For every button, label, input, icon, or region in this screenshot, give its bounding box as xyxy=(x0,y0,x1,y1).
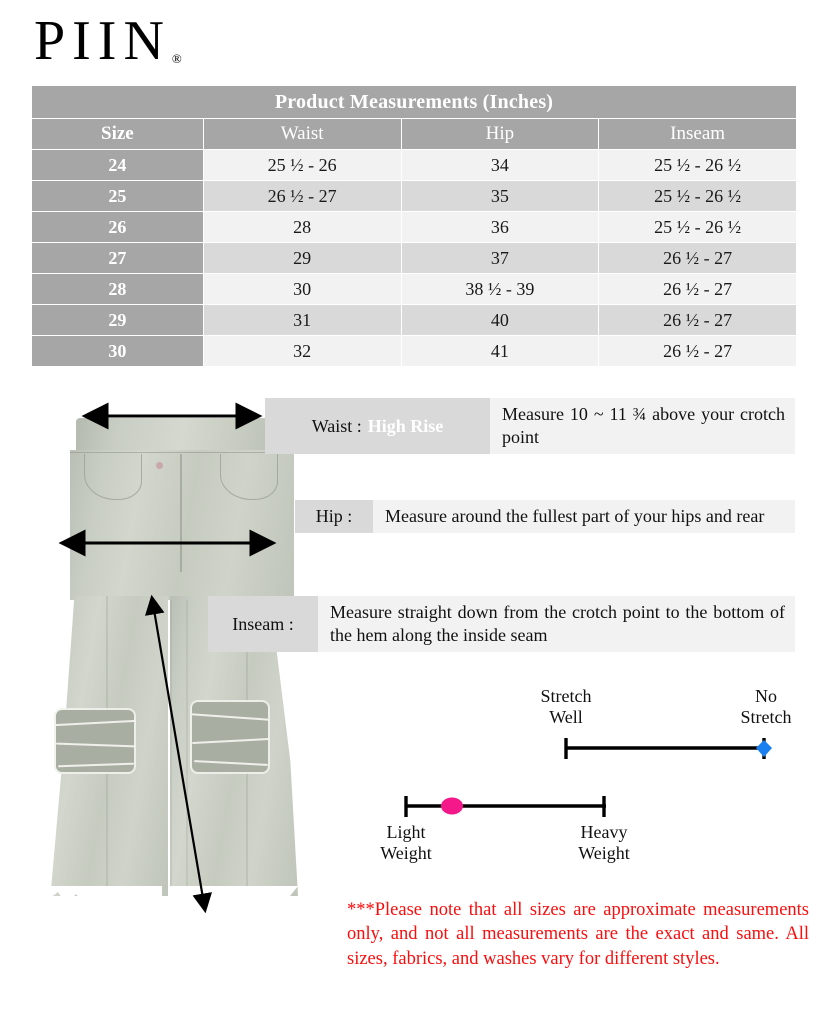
callout-hip-label: Hip : xyxy=(295,500,373,533)
table-row xyxy=(32,305,796,335)
cell-size: 30 xyxy=(32,336,203,366)
cell-inseam: 26 ½ - 27 xyxy=(599,243,796,273)
column-header-hip: Hip xyxy=(402,119,599,149)
cell-inseam: 25 ½ - 26 ½ xyxy=(599,212,796,242)
callout-hip xyxy=(295,500,795,533)
cell-hip: 38 ½ - 39 xyxy=(402,274,599,304)
cell-hip: 41 xyxy=(402,336,599,366)
registered-trademark-icon: ® xyxy=(171,51,182,66)
table-row xyxy=(32,212,796,242)
cell-inseam: 25 ½ - 26 ½ xyxy=(599,150,796,180)
scale-weight-right-label: Heavy Weight xyxy=(578,822,630,863)
scale-stretch-right-label: No Stretch xyxy=(740,686,792,727)
callout-hip-text: Measure around the fullest part of your hips and rear xyxy=(373,500,795,533)
brand-wordmark: PIIN xyxy=(34,10,171,72)
column-header-waist: Waist xyxy=(204,119,401,149)
jeans-waistband-stitch xyxy=(70,452,294,453)
cell-hip: 37 xyxy=(402,243,599,273)
callout-inseam-text: Measure straight down from the crotch point to the bottom of the hem along the inside seam xyxy=(318,596,795,652)
callout-waist-label-text: Waist : xyxy=(311,415,362,436)
cell-inseam: 25 ½ - 26 ½ xyxy=(599,181,796,211)
scale-weight-left-label: Light Weight xyxy=(380,822,432,863)
cell-inseam: 26 ½ - 27 xyxy=(599,336,796,366)
callout-inseam xyxy=(208,596,795,652)
cell-waist: 32 xyxy=(204,336,401,366)
cell-waist: 30 xyxy=(204,274,401,304)
cell-waist: 28 xyxy=(204,212,401,242)
cell-size: 27 xyxy=(32,243,203,273)
cell-size: 26 xyxy=(32,212,203,242)
cell-waist: 25 ½ - 26 xyxy=(204,150,401,180)
jeans-waistband xyxy=(76,418,288,452)
jeans-product-photo xyxy=(10,400,310,960)
jeans-right-inseam-line xyxy=(186,600,188,892)
jeans-fly-seam xyxy=(180,454,182,572)
column-header-size: Size xyxy=(32,119,203,149)
cell-waist: 31 xyxy=(204,305,401,335)
cell-size: 24 xyxy=(32,150,203,180)
cell-hip: 34 xyxy=(402,150,599,180)
measurements-table xyxy=(32,86,796,366)
table-title: Product Measurements (Inches) xyxy=(32,86,796,118)
cell-inseam: 26 ½ - 27 xyxy=(599,305,796,335)
callout-waist xyxy=(265,398,795,454)
cell-size: 29 xyxy=(32,305,203,335)
brand-logo xyxy=(34,12,182,70)
table-header-row xyxy=(32,119,796,149)
cell-inseam: 26 ½ - 27 xyxy=(599,274,796,304)
cell-hip: 40 xyxy=(402,305,599,335)
scale-stretch-left-label: Stretch Well xyxy=(540,686,592,727)
table-row xyxy=(32,181,796,211)
cell-size: 28 xyxy=(32,274,203,304)
callout-waist-text: Measure 10 ~ 11 ¾ above your crotch point xyxy=(490,398,795,454)
disclaimer-text: ***Please note that all sizes are approximate measurements only, and not all measurements are the exact and same. All sizes, fabrics, and washes vary for different styles. xyxy=(347,900,809,969)
table-row xyxy=(32,150,796,180)
cell-hip: 35 xyxy=(402,181,599,211)
cell-size: 25 xyxy=(32,181,203,211)
cell-waist: 29 xyxy=(204,243,401,273)
jeans-button xyxy=(156,462,163,469)
callout-waist-label xyxy=(265,398,490,454)
table-row xyxy=(32,274,796,304)
callout-inseam-label: Inseam : xyxy=(208,596,318,652)
callout-waist-rise-value: High Rise xyxy=(367,415,444,436)
jeans-left-inseam-line xyxy=(170,600,172,892)
column-header-inseam: Inseam xyxy=(599,119,796,149)
cell-hip: 36 xyxy=(402,212,599,242)
cell-waist: 26 ½ - 27 xyxy=(204,181,401,211)
table-row xyxy=(32,336,796,366)
table-row xyxy=(32,243,796,273)
